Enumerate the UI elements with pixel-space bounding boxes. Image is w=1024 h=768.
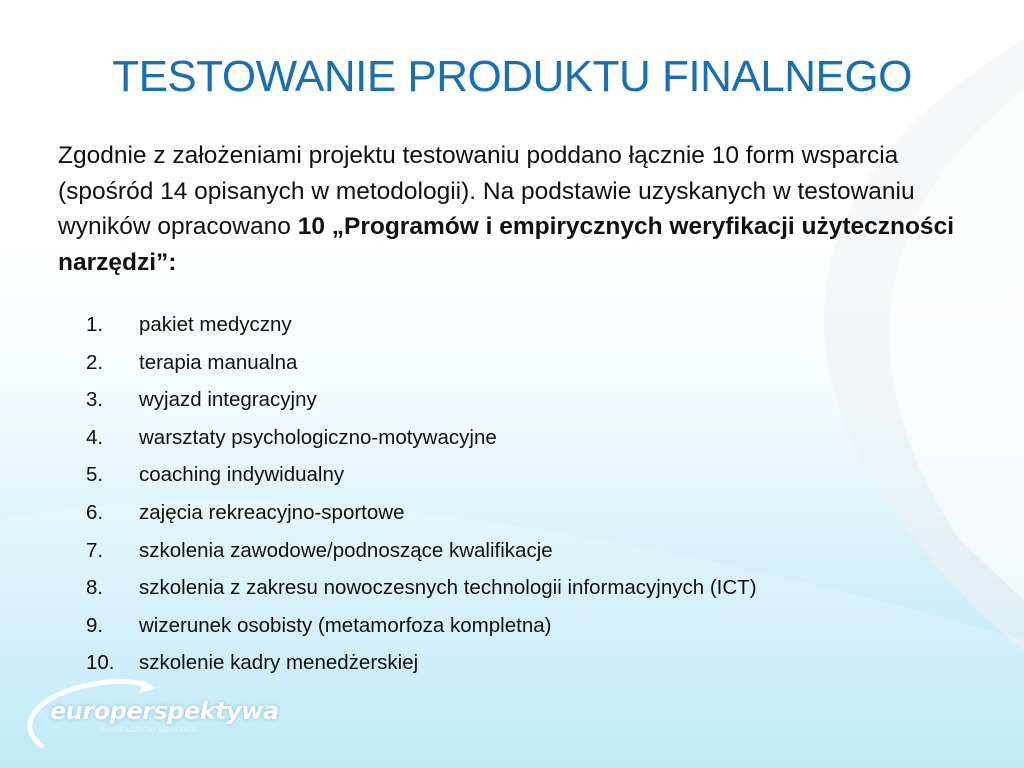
list-number: 1. <box>86 313 104 336</box>
list-label: zajęcia rekreacyjno-sportowe <box>139 500 405 524</box>
list-number: 5. <box>86 463 104 487</box>
list-number: 9. <box>86 613 104 637</box>
list-label: coaching indywidualny <box>139 463 345 487</box>
list-item <box>86 456 757 494</box>
list-number: 3. <box>86 388 104 412</box>
list-item <box>86 607 757 645</box>
logo-wordmark: europerspektywa <box>50 697 279 725</box>
list-item <box>86 532 757 570</box>
list-item <box>86 419 757 457</box>
logo-tagline: INSPIRACJA DO DZIAŁANIA <box>100 727 197 734</box>
intro-bold-text: 10 „Programów i empirycznych weryfikacji użyteczności narzędzi”: <box>58 213 954 276</box>
list-label: szkolenie kadry menedżerskiej <box>139 651 419 675</box>
list-label: terapia manualna <box>139 350 298 374</box>
list-label: wyjazd integracyjny <box>139 388 317 412</box>
intro-text: Zgodnie z założeniami projektu testowaniu poddano łącznie 10 form wsparcia (spośród 14 opisanych w metodologii). Na podstawie uzyskanych w testowaniu wyników opracowano <box>58 142 915 240</box>
list-label: warsztaty psychologiczno-motywacyjne <box>139 425 497 449</box>
list-item <box>86 381 757 419</box>
list-number: 4. <box>86 425 104 449</box>
intro-paragraph <box>58 138 978 280</box>
list-label: szkolenia z zakresu nowoczesnych technologii informacyjnych (ICT) <box>139 576 757 600</box>
list-item <box>86 569 757 607</box>
list-label: szkolenia zawodowe/podnoszące kwalifikacje <box>139 538 553 562</box>
list-item <box>86 494 757 532</box>
list-number: 8. <box>86 576 104 600</box>
list-label: pakiet medyczny <box>139 313 292 336</box>
slide-title: TESTOWANIE PRODUKTU FINALNEGO <box>112 52 912 101</box>
support-forms-list <box>86 306 757 682</box>
list-item <box>86 344 757 382</box>
list-item <box>86 306 757 344</box>
list-number: 2. <box>86 350 104 374</box>
list-label: wizerunek osobisty (metamorfoza kompletna) <box>139 613 552 637</box>
list-number: 6. <box>86 500 104 524</box>
list-number: 7. <box>86 538 104 562</box>
list-number: 10. <box>86 651 115 675</box>
